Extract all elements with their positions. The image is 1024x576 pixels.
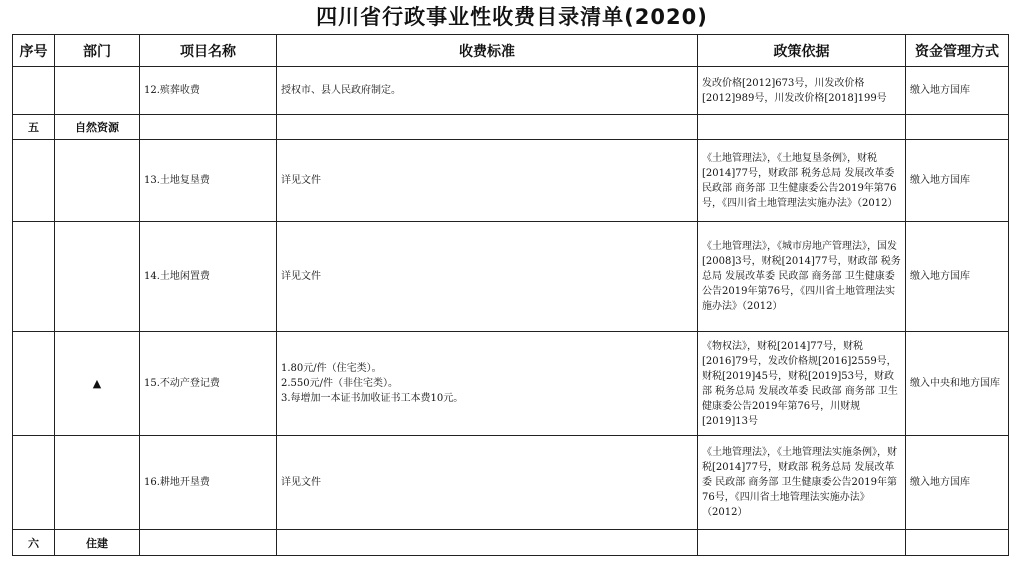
standard-line: 3.每增加一本证书加收证书工本费10元。 <box>281 393 464 404</box>
row-item-name: 13.土地复垦费 <box>140 140 277 222</box>
section-index: 六 <box>13 530 55 556</box>
row-fund-management: 缴入地方国库 <box>906 67 1009 115</box>
row-department <box>55 222 140 332</box>
row-policy-basis: 《物权法》，财税[2014]77号，财税[2016]79号，发改价格规[2016]2559号，财税[2019]45号，财税[2019]53号，财政部 税务总局 发展改革委 民政部 商务部 卫生健康委公告2019年第76号，川财规[2019]13号 <box>698 332 906 436</box>
table-row <box>13 332 1009 436</box>
section-department: 自然资源 <box>55 115 140 140</box>
empty-cell <box>140 530 277 556</box>
standard-line: 2.550元/件（非住宅类）。 <box>281 378 398 389</box>
standard-line: 详见文件 <box>281 477 321 488</box>
row-item-name: 12.殡葬收费 <box>140 67 277 115</box>
table-row <box>13 222 1009 332</box>
header-index: 序号 <box>13 35 55 67</box>
row-policy-basis: 《土地管理法》，《土地管理法实施条例》，财税[2014]77号，财政部 税务总局 发展改革委 民政部 商务部 卫生健康委公告2019年第76号，《四川省土地管理法实施办法》（2012） <box>698 436 906 530</box>
table-row <box>13 67 1009 115</box>
empty-cell <box>906 115 1009 140</box>
row-item-name: 16.耕地开垦费 <box>140 436 277 530</box>
row-item-name: 15.不动产登记费 <box>140 332 277 436</box>
row-fund-management: 缴入地方国库 <box>906 436 1009 530</box>
standard-line: 详见文件 <box>281 271 321 282</box>
section-index: 五 <box>13 115 55 140</box>
standard-line: 1.80元/件（住宅类）。 <box>281 363 382 374</box>
row-standard <box>277 436 698 530</box>
row-standard <box>277 332 698 436</box>
empty-cell <box>277 530 698 556</box>
row-standard <box>277 67 698 115</box>
row-policy-basis: 《土地管理法》，《城市房地产管理法》，国发[2008]3号，财税[2014]77号，财政部 税务总局 发展改革委 民政部 商务部 卫生健康委公告2019年第76号，《四川省土地管理法实施办法》（2012） <box>698 222 906 332</box>
row-department <box>55 140 140 222</box>
empty-cell <box>698 115 906 140</box>
header-department: 部门 <box>55 35 140 67</box>
section-row <box>13 530 1009 556</box>
header-standard: 收费标准 <box>277 35 698 67</box>
row-index <box>13 67 55 115</box>
table-row <box>13 140 1009 222</box>
row-index <box>13 436 55 530</box>
row-fund-management: 缴入地方国库 <box>906 222 1009 332</box>
standard-line: 授权市、县人民政府制定。 <box>281 85 401 96</box>
row-index <box>13 332 55 436</box>
fee-catalog-table <box>12 34 1009 556</box>
section-department: 住建 <box>55 530 140 556</box>
page-title: 四川省行政事业性收费目录清单(2020) <box>316 5 708 29</box>
empty-cell <box>698 530 906 556</box>
section-row <box>13 115 1009 140</box>
row-policy-basis: 发改价格[2012]673号，川发改价格[2012]989号，川发改价格[2018]199号 <box>698 67 906 115</box>
header-item-name: 项目名称 <box>140 35 277 67</box>
row-index <box>13 222 55 332</box>
row-standard <box>277 140 698 222</box>
row-policy-basis: 《土地管理法》，《土地复垦条例》，财税[2014]77号，财政部 税务总局 发展改革委 民政部 商务部 卫生健康委公告2019年第76号，《四川省土地管理法实施办法》（2012） <box>698 140 906 222</box>
header-policy-basis: 政策依据 <box>698 35 906 67</box>
row-department <box>55 436 140 530</box>
header-fund-management: 资金管理方式 <box>906 35 1009 67</box>
row-standard <box>277 222 698 332</box>
empty-cell <box>140 115 277 140</box>
empty-cell <box>906 530 1009 556</box>
triangle-marker-icon: ▲ <box>55 332 140 436</box>
table-row <box>13 436 1009 530</box>
standard-line: 详见文件 <box>281 175 321 186</box>
row-item-name: 14.土地闲置费 <box>140 222 277 332</box>
row-fund-management: 缴入地方国库 <box>906 140 1009 222</box>
table-header-row <box>13 35 1009 67</box>
row-index <box>13 140 55 222</box>
row-department <box>55 67 140 115</box>
row-fund-management: 缴入中央和地方国库 <box>906 332 1009 436</box>
empty-cell <box>277 115 698 140</box>
